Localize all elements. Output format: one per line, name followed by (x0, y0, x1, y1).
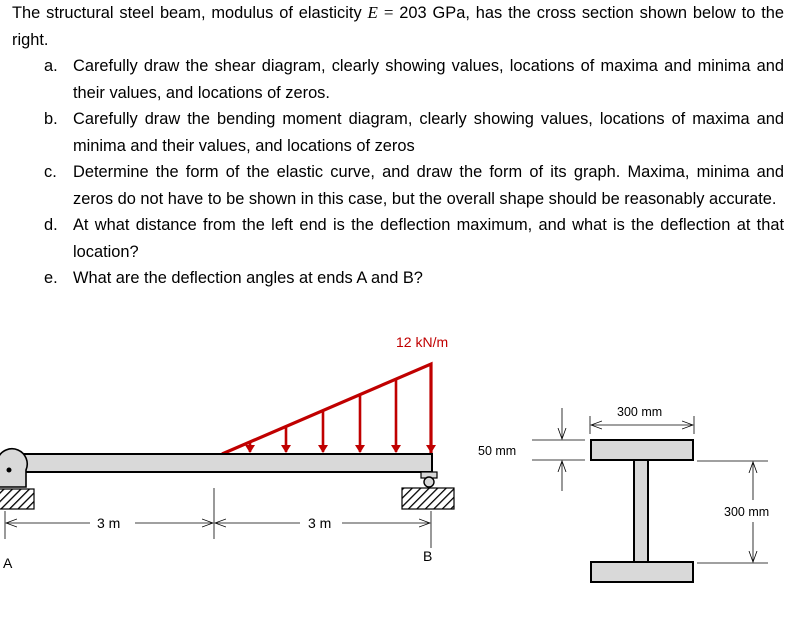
top-flange (591, 440, 693, 460)
ground-hatch (0, 489, 34, 509)
question-marker: c. (44, 163, 57, 181)
flange-thickness-label: 50 mm (478, 444, 517, 458)
flange-thickness-dimension (478, 408, 585, 491)
span-dimensions (5, 488, 431, 548)
depth-dimension (697, 461, 769, 563)
bottom-flange (591, 562, 693, 582)
question-marker: a. (44, 57, 58, 75)
flange-width-dimension (590, 405, 694, 434)
beam (4, 454, 432, 472)
modulus-symbol: E (367, 3, 378, 22)
question-text: Carefully draw the bending moment diagram, clearly showing values, locations of maxima and minima and their values, and locations of zeros (73, 110, 784, 155)
question-text: At what distance from the left end is the deflection maximum, and what is the deflection at that location? (73, 216, 784, 261)
modulus-value: 203 GPa (399, 4, 466, 22)
cross-section (478, 405, 769, 582)
question-text: Carefully draw the shear diagram, clearly showing values, locations of maxima and minima and their values, and locations of zeros. (73, 57, 784, 102)
question-marker: d. (44, 216, 58, 234)
pin-support-body (0, 449, 27, 487)
span-left-label: 3 m (97, 515, 121, 531)
support-b-label: B (423, 548, 433, 564)
depth-label: 300 mm (724, 505, 770, 519)
roller-support-b (402, 472, 454, 509)
span-right-label: 3 m (308, 515, 332, 531)
question-text: What are the deflection angles at ends A and B? (73, 269, 423, 287)
question-text: Determine the form of the elastic curve, and draw the form of its graph. Maxima, minima and zeros do not have to be shown in this case, but the overall shape should be reasonably accurate. (73, 163, 784, 208)
flange-width-label: 300 mm (617, 405, 663, 419)
load-intensity-label: 12 kN/m (396, 334, 449, 350)
roller-wheel (424, 477, 434, 487)
question-marker: e. (44, 269, 58, 287)
intro-text-end: , has the cross section shown below to the right. (12, 4, 784, 49)
ground-hatch (402, 488, 454, 509)
web (634, 460, 648, 562)
question-marker: b. (44, 110, 58, 128)
load-outline (222, 364, 431, 454)
equals-sign: = (383, 3, 394, 22)
distributed-load (222, 334, 448, 454)
beam-diagram (0, 334, 454, 571)
support-a-label: A (3, 555, 13, 571)
intro-text-start: The structural steel beam, modulus of elasticity (12, 4, 368, 22)
pin-support-dot (7, 468, 12, 473)
